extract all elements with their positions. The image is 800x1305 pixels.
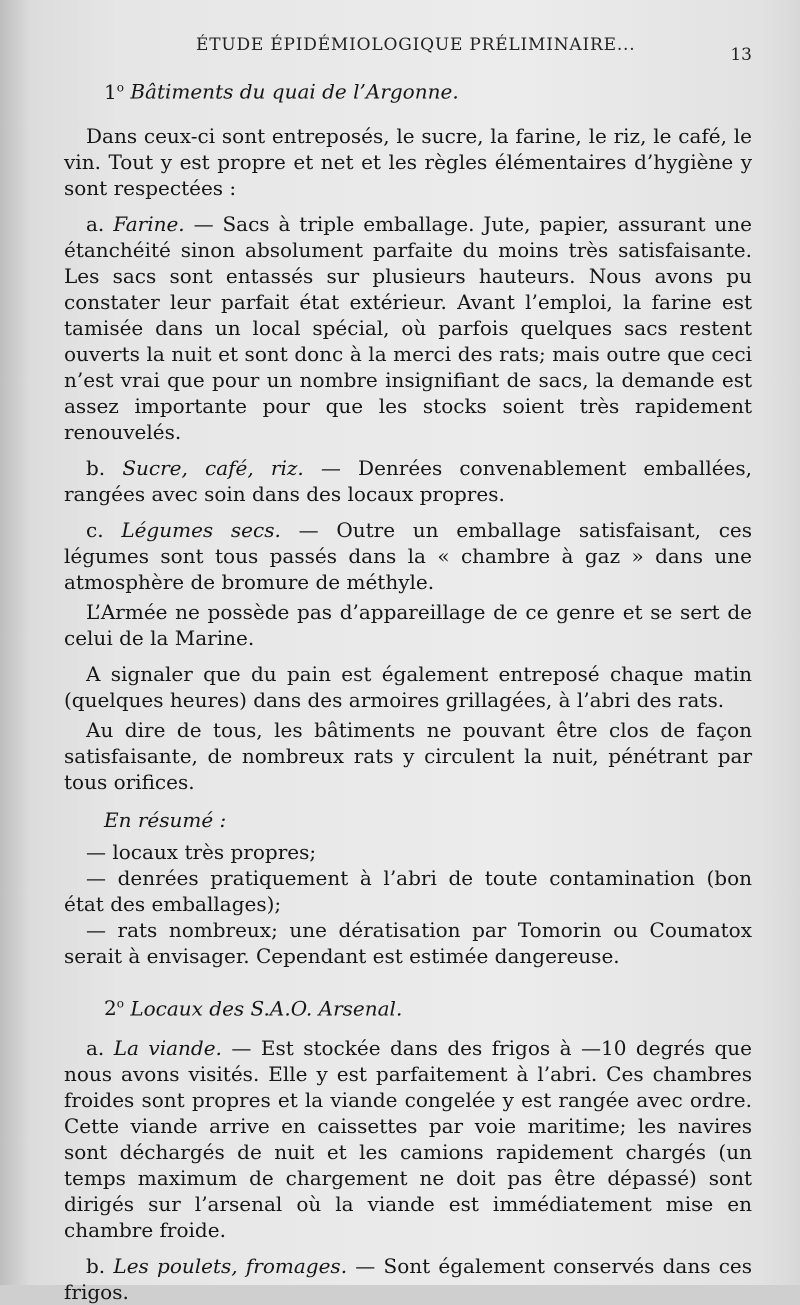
running-head xyxy=(64,28,752,65)
section-2-heading xyxy=(104,991,752,1022)
section-1-heading xyxy=(104,74,752,105)
running-title: ÉTUDE ÉPIDÉMIOLOGIQUE PRÉLIMINAIRE... xyxy=(196,35,636,55)
bread-paragraph: A signaler que du pain est également entreposé chaque matin (quelques heures) dans des armoires grillagées, à l’abri des rats. xyxy=(64,661,752,712)
army-paragraph: L’Armée ne possède pas d’appareillage de ce genre et se sert de celui de la Marine. xyxy=(64,599,752,650)
rats-paragraph: Au dire de tous, les bâtiments ne pouvant être clos de façon satisfaisante, de nombreux rats y circulent la nuit, pénétrant par tous orifices. xyxy=(64,717,752,794)
section-2 xyxy=(64,991,752,1305)
item-viande: a. La viande. — Est stockée dans des frigos à —10 degrés que nous avons visités. Elle y est parfaitement à l’abri. Ces chambres froides sont propres et la viande congelée y est rangée avec ordre. Cette viande arrive en caissettes par voie maritime; les navires sont déchargés de nuit et les camions rapidement chargés (un temps maximum de chargement ne doit pas être dépassé) sont dirigés sur l’arsenal où la viande est immédiatement mise en chambre froide. xyxy=(64,1036,753,1243)
summary-item: — denrées pratiquement à l’abri de toute contamination (bon état des emballages); xyxy=(64,865,752,916)
page-number: 13 xyxy=(730,45,752,65)
section-1-title: Bâtiments du quai de l’Argonne. xyxy=(130,79,459,104)
section-1-number: 1$^o$ xyxy=(104,79,124,104)
item-sucre-cafe-riz: b. Sucre, café, riz. — Denrées convenablement emballées, rangées avec soin dans des locaux propres. xyxy=(64,455,753,506)
summary-list xyxy=(64,839,752,969)
section-2-number: 2$^o$ xyxy=(104,996,124,1021)
summary-item: — locaux très propres; xyxy=(86,839,317,864)
section-1-intro: Dans ceux-ci sont entreposés, le sucre, la farine, le riz, le café, le vin. Tout y est propre et net et les règles élémentaires d’hygiène y sont respectées : xyxy=(64,123,752,200)
section-1 xyxy=(64,74,752,969)
item-legumes-secs: c. Légumes secs. — Outre un emballage satisfaisant, ces légumes sont tous passés dans la « chambre à gaz » dans une atmosphère de bromure de méthyle. xyxy=(64,517,752,594)
item-farine: a. Farine. — Sacs à triple emballage. Jute, papier, assurant une étanchéité sinon absolument parfaite du moins très satisfaisante. Les sacs sont entassés sur plusieurs hauteurs. Nous avons pu constater leur parfait état extérieur. Avant l’emploi, la farine est tamisée dans un local spécial, où parfois quelques sacs restent ouverts la nuit et sont donc à la merci des rats; mais outre que ceci n’est vrai que pour un nombre insignifiant de sacs, la demande est assez importante pour que les stocks soient très rapidement renouvelés. xyxy=(64,211,752,444)
section-2-title: Locaux des S.A.O. Arsenal. xyxy=(130,996,403,1021)
summary-title: En résumé : xyxy=(104,807,227,832)
item-poulets-fromages: b. Les poulets, fromages. — Sont également conservés dans ces frigos. xyxy=(64,1254,752,1305)
summary-item: — rats nombreux; une dératisation par Tomorin ou Coumatox serait à envisager. Cependant est estimée dangereuse. xyxy=(64,917,752,968)
